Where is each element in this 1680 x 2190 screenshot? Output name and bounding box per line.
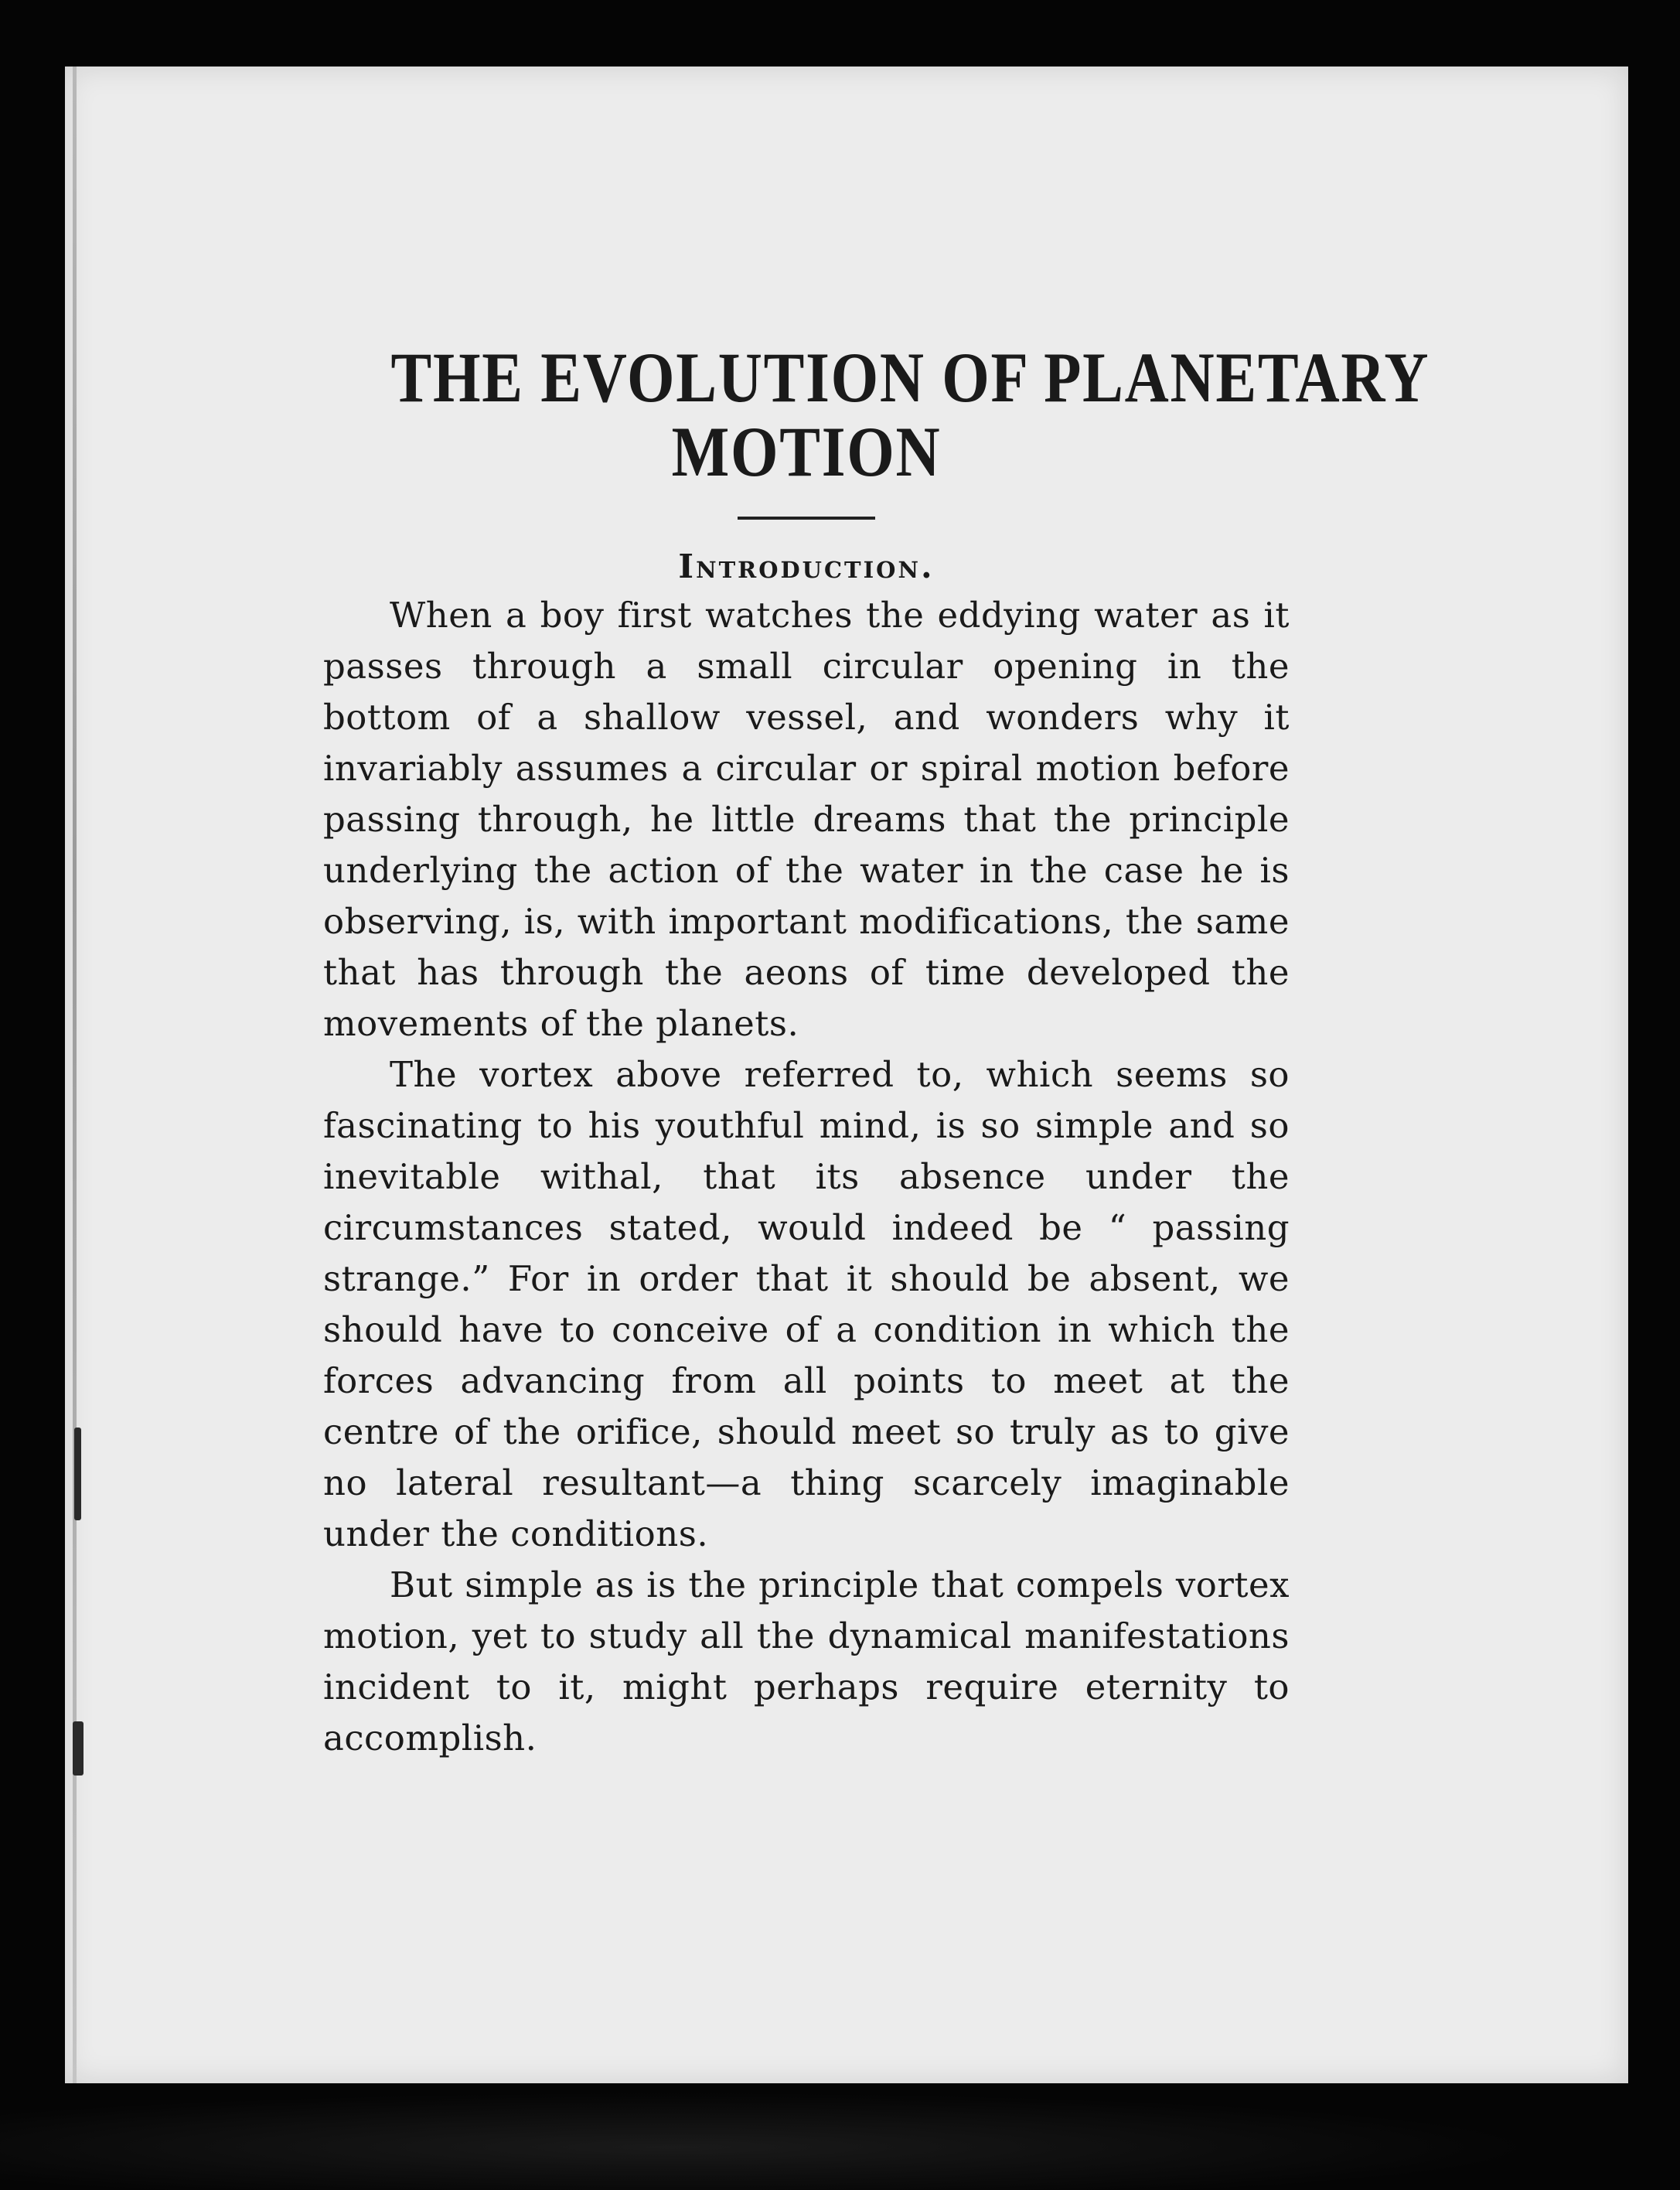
section-heading: Introduction. (678, 548, 935, 585)
binding-gutter (73, 67, 77, 2083)
paper-page (65, 67, 1628, 2083)
page-title (390, 338, 1430, 491)
scan-bottom-edge (0, 2083, 1680, 2190)
page-content (323, 338, 1430, 1764)
gutter-mark (73, 1721, 83, 1776)
title-divider (738, 517, 875, 520)
paragraph: When a boy first watches the eddying water as it passes through a small circular opening in the bottom of a shallow vessel, and wonders why it invariably assumes a circular or spiral motion before passing through, he little dreams that the principle underlying the action of the water in the case he is observing, is, with important modifications, the same that has through the aeons of time developed the movements of the planets. (323, 595, 1290, 1044)
gutter-mark (74, 1428, 81, 1520)
title-line-1: THE EVOLUTION OF PLANETARY (390, 338, 1430, 417)
paragraph: But simple as is the principle that compels vortex motion, yet to study all the dynamical manifestations incident to it, might perhaps require eternity to accomplish. (323, 1564, 1290, 1758)
paragraph: The vortex above referred to, which seems so fascinating to his youthful mind, is so simple and so inevitable withal, that its absence under the circumstances stated, would indeed be “ passing strange.” For in order that it should be absent, we should have to conceive of a condition in which the forces advancing from all points to meet at the centre of the orifice, should meet so truly as to give no lateral resultant—a thing scarcely imaginable under the conditions. (323, 1054, 1290, 1554)
title-line-2: MOTION (671, 412, 942, 491)
